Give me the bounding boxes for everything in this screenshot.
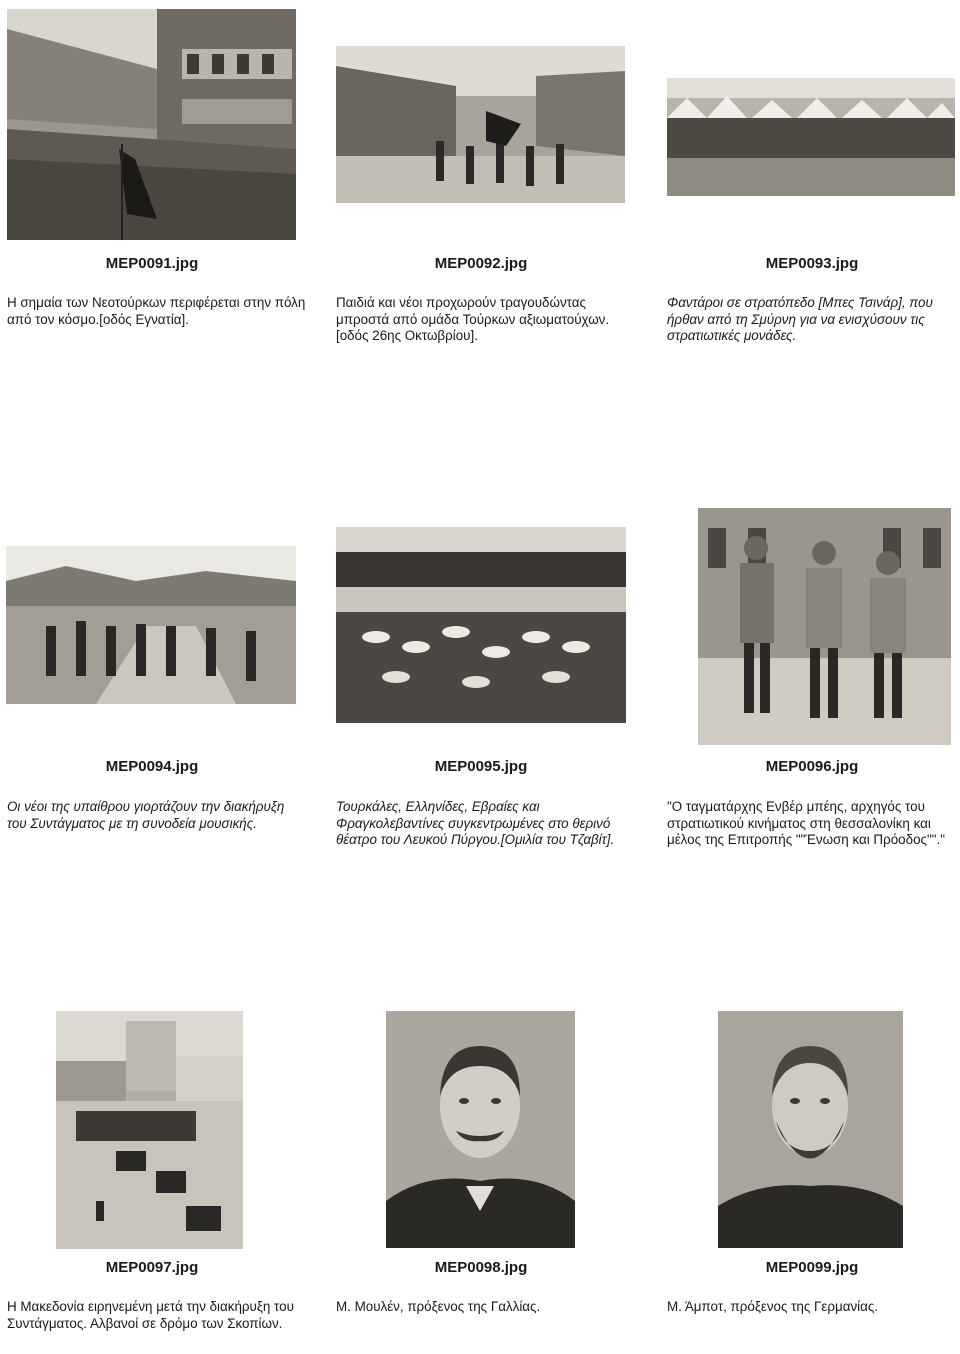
photo-caption: Φαντάροι σε στρατόπεδο [Μπες Τσινάρ], που ήρθαν από τη Σμύρνη για να ενισχύσουν τις στρατιωτικές μονάδες. (667, 295, 933, 343)
filename-label: MEP0094.jpg (105, 758, 199, 775)
filename-label: MEP0098.jpg (434, 1259, 528, 1276)
photo-mep0097 (56, 1011, 243, 1249)
photo-mep0092 (336, 46, 625, 203)
photo-theatre-crowd-image (336, 527, 626, 723)
photo-mep0098 (386, 1011, 575, 1248)
photo-caption: Η σημαία των Νεοτούρκων περιφέρεται στην πόλη από τον κόσμο.[οδός Εγνατία]. (7, 295, 306, 327)
photo-mep0093 (667, 78, 955, 196)
photo-officers-image (698, 508, 951, 745)
filename-label: MEP0097.jpg (105, 1259, 199, 1276)
photo-caption: Η Μακεδονία ειρηνεμένη μετά την διακήρυξη του Συντάγματος. Αλβανοί σε δρόμο των Σκοπίων. (7, 1299, 294, 1331)
filename-label: MEP0099.jpg (765, 1259, 859, 1276)
filename-label: MEP0092.jpg (434, 255, 528, 272)
filename-label: MEP0093.jpg (765, 255, 859, 272)
photo-crowd-flag-image (7, 9, 296, 240)
filename-label: MEP0096.jpg (765, 758, 859, 775)
photo-caption: Τουρκάλες, Ελληνίδες, Εβραίες και Φραγκολεβαντίνες συγκεντρωμένες στο θερινό θέατρο του Λευκού Πύργου.[Ομιλία του Τζαβίτ]. (336, 799, 615, 847)
photo-army-camp-image (667, 78, 955, 196)
photo-portrait-moustache-image (386, 1011, 575, 1248)
photo-mep0095 (336, 527, 626, 723)
photo-caption: Μ. Μουλέν, πρόξενος της Γαλλίας. (336, 1299, 541, 1314)
photo-caption: Παιδιά και νέοι προχωρούν τραγουδώντας μπροστά από ομάδα Τούρκων αξιωματούχων.[οδός 26ης Οκτωβρίου]. (336, 295, 610, 343)
photo-caption: "Ο ταγματάρχης Ενβέρ μπέης, αρχηγός του στρατιωτικού κινήματος στη θεσσαλονίκη και μέλος της Επιτροπής ""Ένωση και Πρόοδος""." (667, 799, 945, 847)
photo-mep0099 (718, 1011, 903, 1248)
filename-label: MEP0095.jpg (434, 758, 528, 775)
photo-portrait-beard-image (718, 1011, 903, 1248)
photo-marchers-image (336, 46, 625, 203)
photo-street-carriages-image (56, 1011, 243, 1249)
filename-label: MEP0091.jpg (105, 255, 199, 272)
photo-caption: Οι νέοι της υπαίθρου γιορτάζουν την διακήρυξη του Συντάγματος με τη συνοδεία μουσικής. (7, 799, 285, 831)
photo-mep0094 (6, 546, 296, 704)
photo-caption: Μ. Άμποτ, πρόξενος της Γερμανίας. (667, 1299, 879, 1314)
photo-country-procession-image (6, 546, 296, 704)
photo-mep0091 (7, 9, 296, 240)
photo-mep0096 (698, 508, 951, 745)
